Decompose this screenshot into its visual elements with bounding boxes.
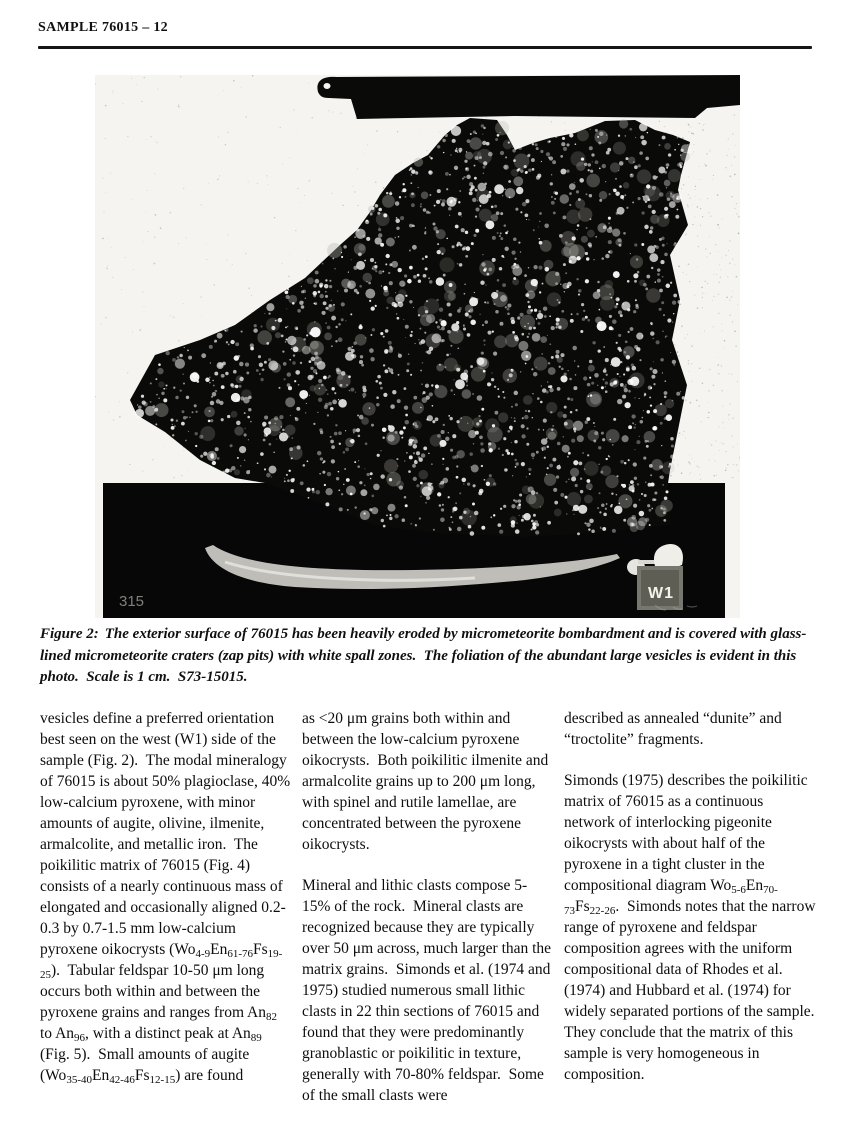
body-columns [40, 708, 822, 1126]
sample-photo-image [95, 75, 740, 618]
page-header: SAMPLE 76015 – 12 [38, 20, 168, 35]
body-paragraph: described as annealed “dunite” and “troctolite” fragments. [564, 710, 786, 748]
body-paragraph: Mineral and lithic clasts compose 5-15% of the rock. Mineral clasts are recognized because they are typically over 50 μm across, much larger than the matrix grains. Simonds et al. (1974 and 1975) studied numerous small lithic clasts in 22 thin sections of 76015 and found that they were predominantly granoblastic or poikilitic in texture, generally with 70-80% feldspar. Some of the small clasts were [302, 877, 555, 1104]
body-paragraph: Simonds (1975) describes the poikilitic matrix of 76015 as a continuous network of interlocking pigeonite oikocrysts with about half of the pyroxene in a tight cluster in the compositional diagram $Wo_{5-6}En_{70-73}Fs_{22-26}$. Simonds notes that the narrow range of pyroxene and feldspar composition agrees with the uniform compositional data of Rhodes et al. (1974) and Hubbard et al. (1974) for widely separated portions of the sample. They conclude that the matrix of this sample is very homogeneous in composition. [564, 772, 822, 1083]
figure-caption [40, 624, 824, 689]
sample-photo [95, 75, 740, 618]
text-column-3 [564, 708, 822, 1126]
mounting-bar [317, 75, 740, 119]
figure-caption-text: The exterior surface of 76015 has been heavily eroded by micrometeorite bombardment and is covered with glass-lined micrometeorite craters (zap pits) with white spall zones. The foliation of the abundant large vesicles is evident in this photo. Scale is 1 cm. S73-15015. [40, 626, 807, 685]
text-column-1 [40, 708, 292, 1126]
figure-caption-label: Figure 2: [40, 626, 99, 642]
orientation-cube-label: W1 [648, 585, 674, 602]
text-column-2 [302, 708, 554, 1126]
header-rule [38, 46, 812, 49]
mounting-bar-hook-hole [324, 83, 331, 89]
body-paragraph: as <20 μm grains both within and between the low-calcium pyroxene oikocrysts. Both poikilitic ilmenite and armalcolite grains up to 200 μm long, with spinel and rutile lamellae, are concentrated between the pyroxene oikocrysts. [302, 710, 553, 853]
body-paragraph: vesicles define a preferred orientation best seen on the west (W1) side of the sample (Fig. 2). The modal mineralogy of 76015 is about 50% plagioclase, 40% low-calcium pyroxene, with minor amounts of augite, olivine, ilmenite, armalcolite, and metallic iron. The poikilitic matrix of 76015 (Fig. 4) consists of a nearly continuous mass of elongated and occasionally aligned 0.2-0.3 by 0.7-1.5 mm low-calcium pyroxene oikocrysts $(Wo_{4-9}En_{61-76}Fs_{19-25})$. Tabular feldspar 10-50 μm long occurs both within and between the pyroxene grains and ranges from $An_{82}$ to $An_{96}$, with a distinct peak at $An_{89}$ (Fig. 5). Small amounts of augite $(Wo_{35-40}En_{42-46}Fs_{12-15})$ are found [40, 710, 294, 1086]
photo-marking: 315 [119, 593, 145, 610]
